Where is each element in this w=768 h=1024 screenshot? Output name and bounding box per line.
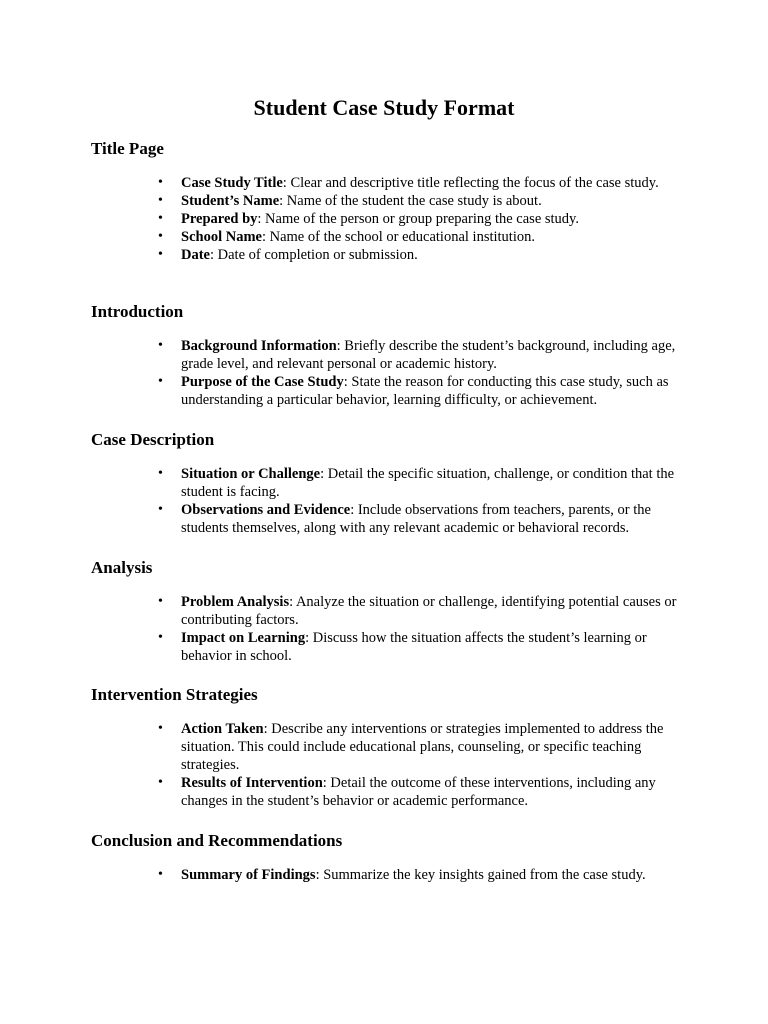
bullet-list [91, 337, 691, 409]
bullet-list [91, 720, 691, 810]
bullet-icon: • [158, 867, 163, 882]
item-text: : Describe any interventions or strategies implemented to address the situation. This could include educational plans, counseling, or specific teaching strategies. [181, 721, 664, 773]
item-term: Action Taken [181, 721, 264, 737]
item-text: : Name of the person or group preparing the case study. [257, 211, 579, 227]
item-term: Case Study Title [181, 175, 283, 191]
item-text: : Name of the student the case study is about. [279, 193, 542, 209]
item-text: : Analyze the situation or challenge, identifying potential causes or contributing factors. [181, 594, 677, 628]
item-term: Problem Analysis [181, 594, 290, 610]
list-item [158, 720, 681, 774]
item-text: : Detail the specific situation, challenge, or condition that the student is facing. [181, 466, 675, 500]
item-term: Prepared by [181, 211, 258, 227]
item-term: Background Information [181, 338, 337, 354]
list-item [158, 210, 681, 228]
list-item [158, 593, 681, 629]
item-term: Purpose of the Case Study [181, 374, 344, 390]
bullet-icon: • [158, 374, 163, 389]
section-intervention-strategies [91, 684, 691, 810]
section-introduction [91, 301, 691, 409]
section-heading: Title Page [91, 139, 164, 158]
item-text: : Clear and descriptive title reflecting the focus of the case study. [282, 175, 659, 191]
section-heading: Intervention Strategies [91, 685, 258, 704]
item-term: Student’s Name [181, 193, 280, 209]
section-heading: Analysis [91, 558, 153, 577]
bullet-icon: • [158, 193, 163, 208]
bullet-icon: • [158, 775, 163, 790]
item-term: Impact on Learning [181, 630, 306, 646]
bullet-icon: • [158, 247, 163, 262]
item-text: : State the reason for conducting this case study, such as understanding a particular behavior, learning difficulty, or achievement. [181, 374, 669, 408]
bullet-list [91, 593, 691, 665]
document-title: Student Case Study Format [253, 95, 515, 120]
list-item [158, 866, 681, 884]
bullet-icon: • [158, 721, 163, 736]
bullet-icon: • [158, 338, 163, 353]
item-text: : Summarize the key insights gained from the case study. [315, 867, 646, 883]
list-item [158, 228, 681, 246]
bullet-icon: • [158, 594, 163, 609]
list-item [158, 192, 681, 210]
item-term: Results of Intervention [181, 775, 323, 791]
section-heading: Introduction [91, 302, 184, 321]
section-conclusion [91, 830, 691, 884]
section-title-page [91, 138, 691, 264]
list-item [158, 774, 681, 810]
bullet-list [91, 866, 691, 884]
section-case-description [91, 429, 691, 537]
item-text: : Discuss how the situation affects the student’s learning or behavior in school. [181, 630, 647, 664]
bullet-icon: • [158, 630, 163, 645]
item-term: School Name [181, 229, 262, 245]
item-text: : Detail the outcome of these interventions, including any changes in the student’s behavior or academic performance. [181, 775, 656, 809]
bullet-list [91, 465, 691, 537]
list-item [158, 465, 681, 501]
item-term: Situation or Challenge [181, 466, 321, 482]
bullet-icon: • [158, 229, 163, 244]
section-heading: Conclusion and Recommendations [91, 831, 343, 850]
item-text: : Date of completion or submission. [210, 247, 418, 263]
section-analysis [91, 557, 691, 665]
item-text: : Include observations from teachers, parents, or the students themselves, along with any relevant academic or behavioral records. [181, 502, 651, 536]
bullet-icon: • [158, 175, 163, 190]
list-item [158, 501, 681, 537]
item-term: Summary of Findings [181, 867, 316, 883]
list-item [158, 174, 681, 192]
bullet-icon: • [158, 466, 163, 481]
section-heading: Case Description [91, 430, 215, 449]
list-item [158, 337, 681, 373]
list-item [158, 246, 681, 264]
item-term: Observations and Evidence [181, 502, 351, 518]
list-item [158, 373, 681, 409]
bullet-icon: • [158, 211, 163, 226]
item-text: : Name of the school or educational institution. [261, 229, 535, 245]
bullet-list [91, 174, 691, 264]
list-item [158, 629, 681, 665]
bullet-icon: • [158, 502, 163, 517]
item-text: : Briefly describe the student’s background, including age, grade level, and relevant personal or academic history. [181, 338, 676, 372]
item-term: Date [181, 247, 210, 263]
